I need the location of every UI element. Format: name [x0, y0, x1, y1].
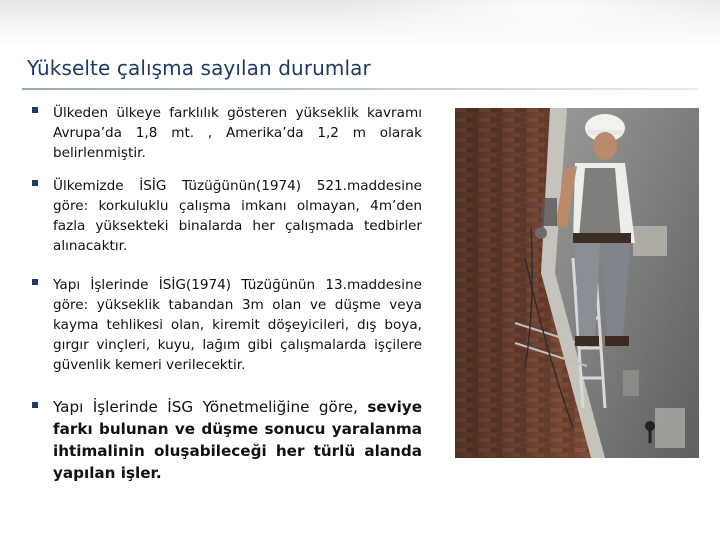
square-bullet-icon	[32, 279, 38, 285]
bullet-text	[53, 396, 422, 484]
header-swoosh	[340, 0, 720, 50]
bullet-item	[30, 176, 422, 256]
bullet-item	[30, 103, 422, 163]
bullet-list	[30, 103, 422, 484]
square-bullet-icon	[32, 180, 38, 186]
bullet-text-bold: seviye farkı bulunan ve düşme sonucu yaralanma ihtimalinin oluşabileceği her türlü alanda yapılan işler.	[53, 398, 422, 482]
square-bullet-icon	[32, 402, 38, 408]
worker-at-height-photo	[455, 108, 699, 458]
bullet-item	[30, 396, 422, 484]
bullet-item	[30, 275, 422, 375]
header-band	[0, 0, 720, 48]
title-divider	[22, 88, 698, 90]
bullet-text: Ülkemizde İSİG Tüzüğünün(1974) 521.maddesine göre: korkuluklu çalışma imkanı olmayan, 4m’den fazla yüksekteki binalarda her çalışmada tedbirler alınacaktır.	[53, 178, 422, 254]
bullet-text-normal: Yapı İşlerinde İSG Yönetmeliğine göre,	[53, 398, 368, 416]
bullet-text: Ülkeden ülkeye farklılık gösteren yükseklik kavramı Avrupa’da 1,8 mt. , Amerika’da 1,2 m olarak belirlenmiştir.	[53, 105, 422, 161]
bullet-text: Yapı İşlerinde İSİG(1974) Tüzüğünün 13.maddesine göre: yükseklik tabandan 3m olan ve düşme veya kayma tehlikesi olan, kiremit döşeyicileri, dış boya, gırgır vinçleri, kuyu, lağım gibi çalışmalarda işçilere güvenlik kemeri verilecektir.	[53, 277, 422, 373]
slide-title: Yükselte çalışma sayılan durumlar	[27, 56, 371, 80]
square-bullet-icon	[32, 107, 38, 113]
photo-illustration	[455, 108, 699, 458]
